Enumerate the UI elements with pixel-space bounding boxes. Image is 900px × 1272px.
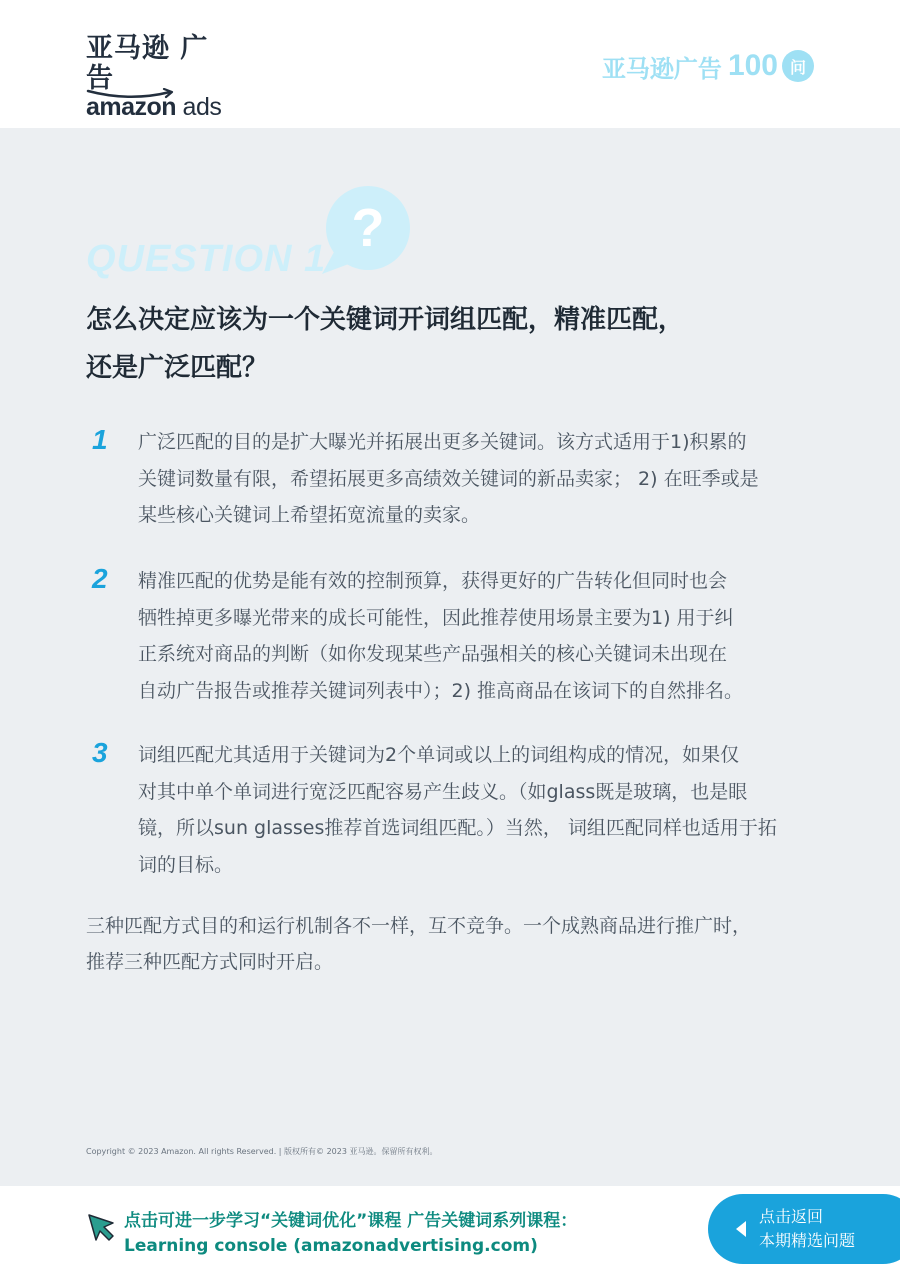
triangle-left-icon [734, 1220, 748, 1238]
page-header [0, 0, 900, 128]
answer-line: 某些核心关键词上希望拓宽流量的卖家。 [138, 504, 481, 526]
question-label: QUESTION 1 [86, 238, 327, 280]
back-button-sublabel: 本期精选问题 [759, 1231, 856, 1250]
logo-amazon-word: amazon [86, 93, 177, 121]
pointer-hand-icon [86, 1212, 118, 1244]
answer-line: 牺牲掉更多曝光带来的成长可能性，因此推荐使用场景主要为1) 用于纠 [138, 606, 734, 629]
logo-chinese-text: 亚马逊 广告 [86, 33, 209, 94]
answer-line: 关键词数量有限，希望拓展更多高绩效关键词的新品卖家； 2) 在旺季或是 [138, 467, 759, 490]
answer-line: 对其中单个单词进行宽泛匹配容易产生歧义。（如glass既是玻璃，也是眼 [138, 780, 748, 803]
page-footer [0, 1186, 900, 1272]
answer-item-number: 1 [92, 424, 108, 455]
question-title-line: 怎么决定应该为一个关键词开词组匹配，精准匹配， [86, 305, 685, 335]
series-title-number: 100 [727, 49, 778, 82]
answer-item-text [138, 563, 806, 709]
question-bubble-glyph: ? [351, 198, 385, 258]
series-title-cn: 亚马逊广告 [601, 54, 722, 83]
course-prompt-text[interactable]: 点击可进一步学习“关键词优化”课程 广告关键词系列课程： [124, 1211, 578, 1231]
answer-item-text [138, 424, 806, 534]
answer-line: 广泛匹配的目的是扩大曝光并拓展出更多关键词。该方式适用于1)积累的 [138, 431, 747, 453]
question-bubble-icon [320, 186, 414, 276]
answer-line: 精准匹配的优势是能有效的控制预算，获得更好的广告转化但同时也会 [138, 570, 728, 592]
answer-line: 自动广告报告或推荐关键词列表中）；2) 推高商品在该词下的自然排名。 [138, 679, 744, 702]
amazon-ads-logo [86, 34, 236, 120]
learning-console-link[interactable]: Learning console (amazonadvertising.com) [124, 1236, 538, 1256]
amazon-smile-icon [86, 88, 178, 100]
copyright-notice: Copyright © 2023 Amazon. All rights Reserved. | 版权所有© 2023 亚马逊。保留所有权利。 [86, 1147, 438, 1156]
question-title [86, 296, 806, 392]
summary-line: 三种匹配方式目的和运行机制各不一样，互不竞争。一个成熟商品进行推广时， [86, 915, 752, 937]
back-to-questions-button[interactable] [708, 1194, 900, 1264]
answer-item-number: 3 [92, 737, 108, 768]
answer-line: 镜，所以sun glasses推荐首选词组匹配。）当然， 词组匹配同样也适用于拓 [138, 817, 777, 839]
answer-item-text [138, 737, 806, 883]
back-button-label: 点击返回 [759, 1207, 824, 1226]
answer-line: 正系统对商品的判断（如你发现某些产品强相关的核心关键词未出现在 [138, 643, 728, 665]
question-title-line: 还是广泛匹配？ [86, 353, 269, 383]
logo-ads-word: ads [182, 93, 222, 121]
answer-item-number: 2 [92, 563, 108, 594]
answer-line: 词的目标。 [138, 853, 234, 876]
series-title [602, 46, 814, 86]
question-badge-icon: 问 [782, 50, 814, 82]
summary-paragraph [86, 908, 806, 980]
summary-line: 推荐三种匹配方式同时开启。 [86, 951, 334, 973]
answer-line: 词组匹配尤其适用于关键词为2个单词或以上的词组构成的情况，如果仅 [138, 744, 740, 766]
